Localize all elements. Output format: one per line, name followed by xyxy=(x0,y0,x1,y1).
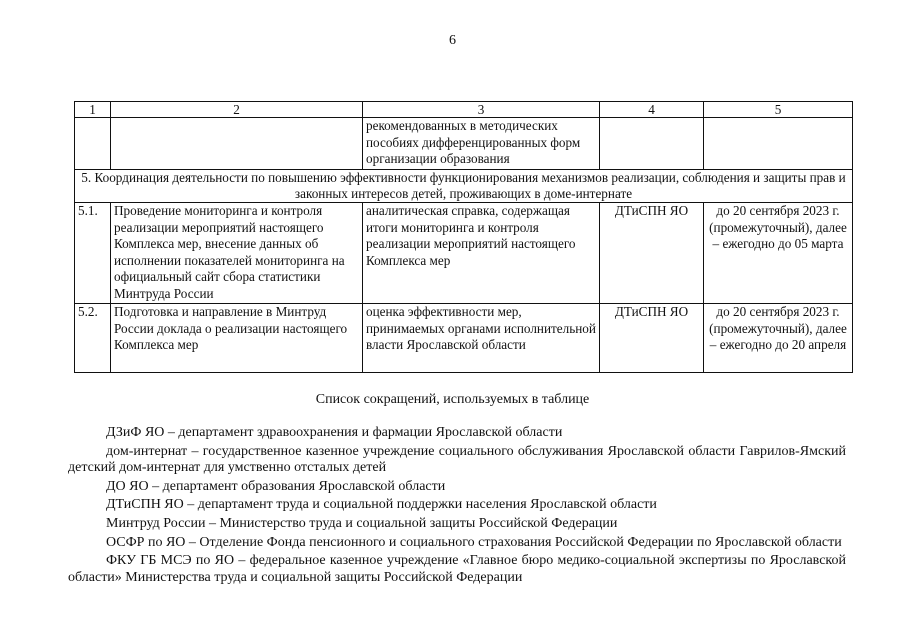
abbreviations-title: Список сокращений, используемых в таблице xyxy=(315,392,590,407)
deadline-cell: до 20 сентября 2023 г. (промежуточный), далее – ежегодно до 20 апреля xyxy=(704,304,853,373)
table-row xyxy=(75,203,853,304)
column-header: 1 xyxy=(75,102,111,118)
table-cell xyxy=(600,118,704,170)
abbreviation-item: ДО ЯО – департамент образования Ярославской области xyxy=(106,478,446,494)
result-cell: аналитическая справка, содержащая итоги мониторинга и контроля реализации мероприятий настоящего Комплекса мер xyxy=(363,203,600,304)
abbreviation-item: ФКУ ГБ МСЭ по ЯО – федеральное казенное учреждение «Главное бюро медико-социальной экспертизы по Ярославской области» Министерства труда и социальной защиты Российской Федерации xyxy=(68,553,846,585)
table-cell xyxy=(111,118,363,170)
abbreviation-item: дом-интернат – государственное казенное учреждение социального обслуживания Ярославской области Гаврилов-Ямский детский дом-интернат для умственно отсталых детей xyxy=(68,443,846,476)
column-header: 5 xyxy=(704,102,853,118)
row-number: 5.2. xyxy=(75,304,111,373)
table-row xyxy=(75,304,853,373)
abbreviation-item: ДТиСПН ЯО – департамент труда и социальной поддержки населения Ярославской области xyxy=(106,497,657,513)
row-number: 5.1. xyxy=(75,203,111,304)
table-cell xyxy=(704,118,853,170)
abbreviation-item: ДЗиФ ЯО – департамент здравоохранения и фармации Ярославской области xyxy=(106,425,563,440)
table-cell xyxy=(75,118,111,170)
result-cell: оценка эффективности мер, принимаемых органами исполнительной власти Ярославской области xyxy=(363,304,600,373)
action-cell: Проведение мониторинга и контроля реализации мероприятий настоящего Комплекса мер, внесение данных об исполнении показателей мониторинга на официальный сайт сбора статистики Минтруда России xyxy=(111,203,363,304)
abbreviation-item: Минтруд России – Министерство труда и социальной защиты Российской Федерации xyxy=(106,515,618,531)
column-header: 2 xyxy=(111,102,363,118)
page-number: 6 xyxy=(449,33,456,48)
abbreviation-item: ОСФР по ЯО – Отделение Фонда пенсионного и социального страхования Российской Федерации по Ярославской области xyxy=(106,534,842,550)
section-title: 5. Координация деятельности по повышению эффективности функционирования механизмов реализации, соблюдения и защиты прав и законных интересов детей, проживающих в доме-интернате xyxy=(75,170,853,203)
result-cell: рекомендованных в методических пособиях дифференцированных форм организации образования xyxy=(363,118,600,170)
column-header: 3 xyxy=(363,102,600,118)
continuation-row xyxy=(75,118,853,170)
deadline-cell: до 20 сентября 2023 г. (промежуточный), далее – ежегодно до 05 марта xyxy=(704,203,853,304)
section-row xyxy=(75,170,853,203)
responsible-cell: ДТиСПН ЯО xyxy=(600,203,704,304)
responsible-cell: ДТиСПН ЯО xyxy=(600,304,704,373)
measures-table xyxy=(74,101,853,373)
column-header: 4 xyxy=(600,102,704,118)
abbreviations-list xyxy=(68,425,846,588)
table-header-row xyxy=(75,102,853,118)
action-cell: Подготовка и направление в Минтруд России доклада о реализации настоящего Комплекса мер xyxy=(111,304,363,373)
